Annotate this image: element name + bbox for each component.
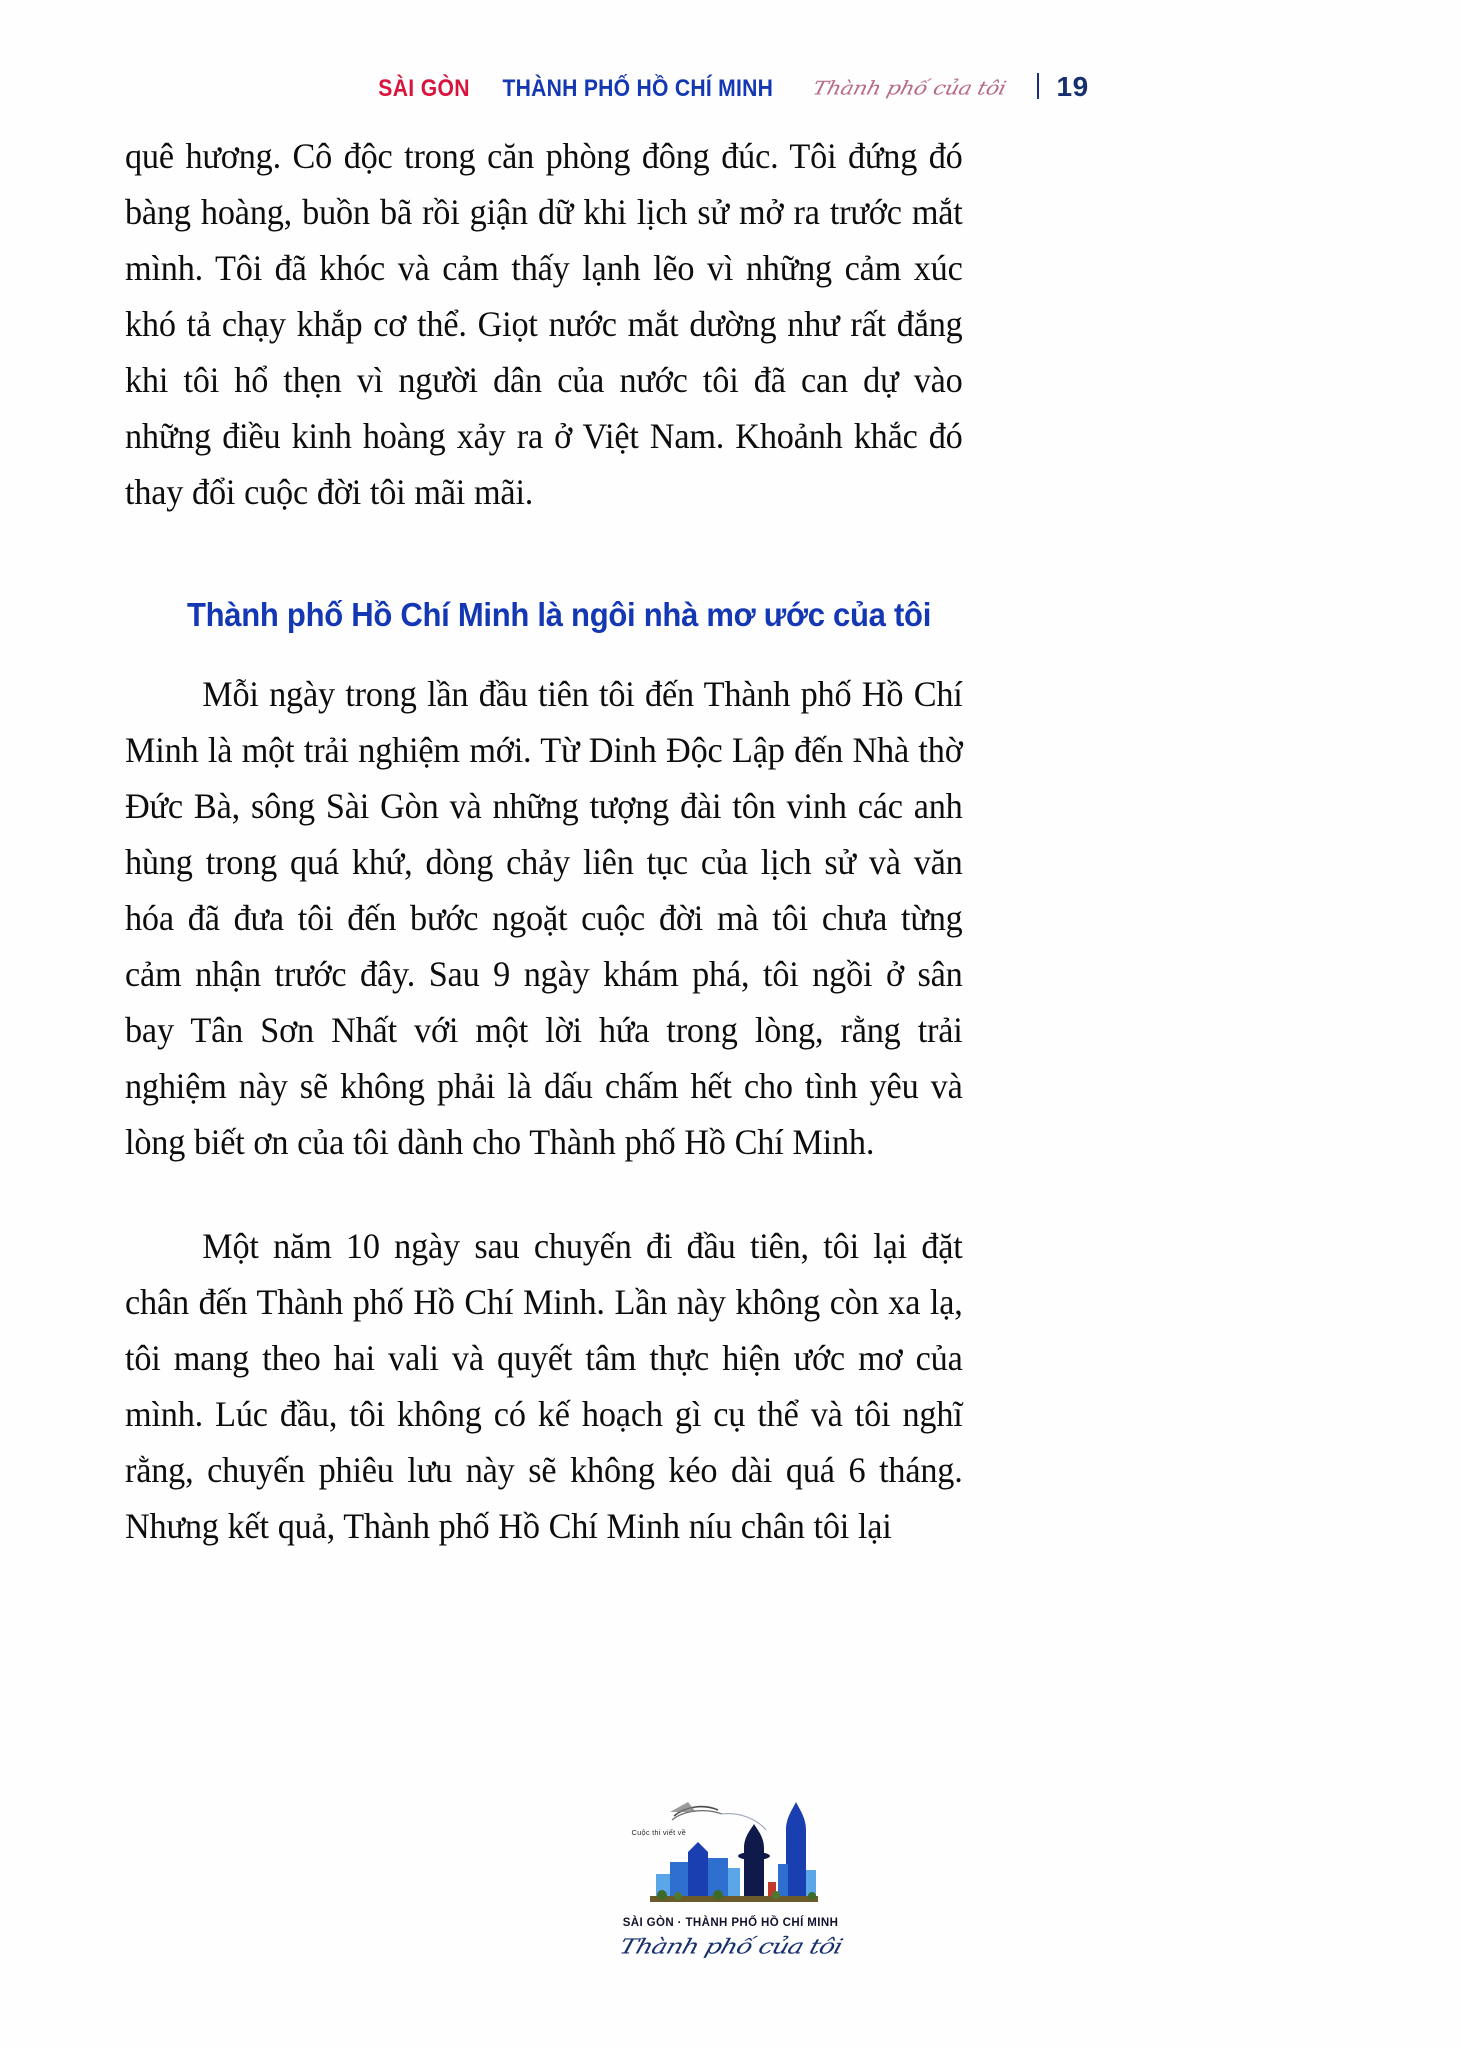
footer-emblem [0,1790,1461,1962]
running-head-script-tagline: Thành phố của tôi [810,78,1009,100]
emblem-script-tagline: Thành phố của tôi [616,1935,845,1959]
running-head-divider [1037,73,1039,99]
skyline-logo-icon [626,1790,836,1915]
paragraph-second-visit: Một năm 10 ngày sau chuyến đi đầu tiên, tôi lại đặt chân đến Thành phố Hồ Chí Minh. Lần này không còn xa lạ, tôi mang theo hai vali và quyết tâm thực hiện ước mơ của mình. Lúc đầu, tôi không có kế hoạch gì cụ thể và tôi nghĩ rằng, chuyến phiêu lưu này sẽ không kéo dài quá 6 tháng. Nhưng kết quả, Thành phố Hồ Chí Minh níu chân tôi lại [125,1226,963,1546]
running-head-brand-hcmc: THÀNH PHỐ HỒ CHÍ MINH [502,75,774,102]
paragraph-first-visit: Mỗi ngày trong lần đầu tiên tôi đến Thành phố Hồ Chí Minh là một trải nghiệm mới. Từ Dinh Độc Lập đến Nhà thờ Đức Bà, sông Sài Gòn và những tượng đài tôn vinh các anh hùng trong quá khứ, dòng chảy liên tục của lịch sử và văn hóa đã đưa tôi đến bước ngoặt cuộc đời mà tôi chưa từng cảm nhận trước đây. Sau 9 ngày khám phá, tôi ngồi ở sân bay Tân Sơn Nhất với một lời hứa trong lòng, rằng trải nghiệm này sẽ không phải là dấu chấm hết cho tình yêu và lòng biết ơn của tôi dành cho Thành phố Hồ Chí Minh. [125,674,963,1162]
page-folio-number: 19 [1056,71,1089,102]
section-heading: Thành phố Hồ Chí Minh là ngôi nhà mơ ước của tôi [186,596,932,633]
running-head-brand-saigon: SÀI GÒN [378,75,471,102]
emblem-caption: SÀI GÒN · THÀNH PHỐ HỒ CHÍ MINH [622,1917,839,1929]
text-column [125,128,993,1554]
paragraph-continuation: quê hương. Cô độc trong căn phòng đông đúc. Tôi đứng đó bàng hoàng, buồn bã rồi giận dữ khi lịch sử mở ra trước mắt mình. Tôi đã khóc và cảm thấy lạnh lẽo vì những cảm xúc khó tả chạy khắp cơ thể. Giọt nước mắt dường như rất đắng khi tôi hổ thẹn vì người dân của nước tôi đã can dự vào những điều kinh hoàng xảy ra ở Việt Nam. Khoảnh khắc đó thay đổi cuộc đời tôi mãi mãi. [125,136,963,512]
skyline-illustration-icon [626,1790,836,1915]
running-head [0,70,1461,116]
emblem-tagline: Cuộc thi viết về [631,1828,686,1837]
